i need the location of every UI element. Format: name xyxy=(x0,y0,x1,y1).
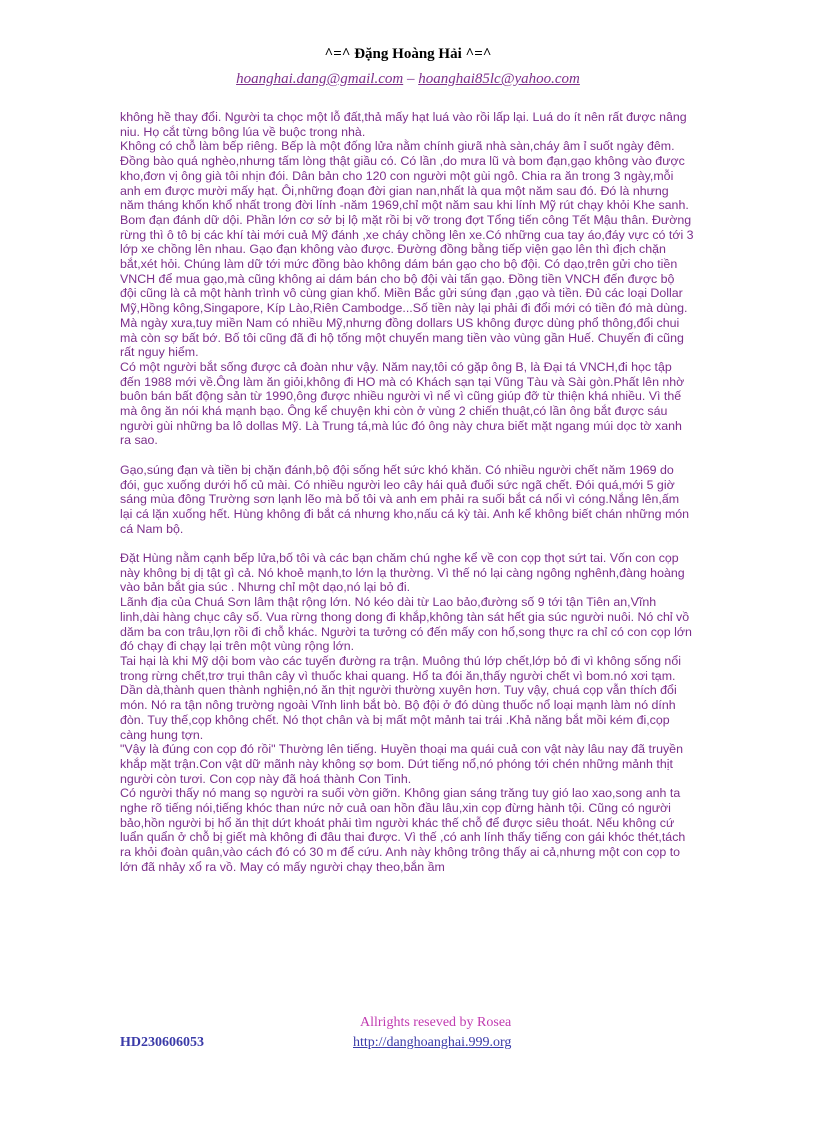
paragraph: Gạo,súng đạn và tiền bị chặn đánh,bộ đội sống hết sức khó khăn. Có nhiều người chết năm 1969 do đói, gục xuống dưới hố củ mài. Có nhiều người leo cây hái quả đuối sức ngã chết. Đói quá,mới 5 giờ sáng mùa đông Trường sơn lạnh lẽo mà bố tôi và anh em phải ra suối bắt cá nổi vì cóng.Nắng lên,ấm lại cá lặn xuống hết. Hùng không đi bắt cá nhưng kho,nấu cá kỳ tài. Anh kể không biết chán những món cá Nam bộ. xyxy=(120,462,690,536)
paragraph: Lãnh địa của Chuá Sơn lâm thật rộng lớn. Nó kéo dài từ Lao bảo,đường số 9 tới tận Tiên an,Vĩnh linh,dài hàng chục cây số. Vua rừng thong dong đi khắp,không tàn sát hết gia súc người nuôi. Nó chỉ vồ dăm ba con trâu,lợn rồi đi chỗ khác. Người ta tưởng có đến mấy con hổ,song thực ra chỉ có con cọp lớn đó chạy đi chạy lại trên một vùng rộng lớn. xyxy=(120,595,692,654)
contact-emails xyxy=(0,71,816,88)
body-text xyxy=(120,110,694,875)
paragraph: Đặt Hùng nằm cạnh bếp lửa,bố tôi và các bạn chăm chú nghe kể về con cọp thọt sứt tai. Vốn con cọp này không bị dị tật gì cả. Nó khoẻ mạnh,to lớn lạ thường. Vì thế nó lại càng ngông nghênh,đàng hoàng vào bản bắt gia súc . Nhưng chỉ một dạo,nó lại bỏ đi. xyxy=(120,551,685,595)
rights-notice: Allrights reseved by Rosea xyxy=(360,1015,512,1030)
email-separator: – xyxy=(403,71,419,87)
document-title: ^=^ Đặng Hoàng Hải ^=^ xyxy=(324,46,492,62)
paragraph: Tai hại là khi Mỹ dội bom vào các tuyến đường ra trận. Muông thú lớp chết,lớp bỏ đi vì không sống nổi trong rừng chết,trơ trụi thân cây vì thuốc khai quang. Hổ ta đói ăn,thấy người chết vì bom.nó xơi tạm. Dần dà,thành quen thành nghiện,nó ăn thịt người thường xuyên hơn. Tuy vậy, chuá cọp vẫn thích đổi món. Nó ra tận nông trường ngoài Vĩnh linh bắt bò. Bộ đội ở đó dùng thuốc nổ loại mạnh làm nó dính đòn. Tuy thế,cọp không chết. Nó thọt chân và bị mất một mảnh tai trái .Khả năng bắt mồi kém đi,cọp càng hung tợn. xyxy=(120,653,681,742)
paragraph: Có người thấy nó mang sọ người ra suối vờn giỡn. Không gian sáng trăng tuy gió lao xao,song anh ta nghe rõ tiếng nói,tiếng khóc than nức nở cuả oan hồn đầu lâu,xin cọp đừng hành tội. Cũng có người bảo,hồn người bị hổ ăn thịt dứt khoát phải tìm người khác thế chỗ để được siêu thoát. Nếu không cứ luẩn quẩn ở chỗ bị giết mà không đi đâu thai được. Vì thế ,có anh lính thấy tiếng con gái khóc thét,tách ra khỏi đoàn quân,vào cách đó có 30 m để cứu. Anh này không trông thấy ai cả,nhưng một con cọp to lớn đã nhảy xổ ra vồ. May có mấy người chạy theo,bắn ầm xyxy=(120,786,686,874)
email-link-yahoo[interactable]: hoanghai85lc@yahoo.com xyxy=(418,71,580,87)
document-code: HD230606053 xyxy=(120,1035,204,1050)
paragraph: Không có chỗ làm bếp riêng. Bếp là một đống lửa nằm chính giưã nhà sàn,cháy âm ỉ suốt ngày đêm. xyxy=(120,139,675,154)
paragraph: không hề thay đổi. Người ta chọc một lỗ đất,thả mấy hạt luá vào rồi lấp lại. Luá do ít nên rất được nâng niu. Họ cắt từng bông lúa về buộc trong nhà. xyxy=(120,110,687,139)
paragraph: Đồng bào quá nghèo,nhưng tấm lòng thật giầu có. Có lần ,do mưa lũ và bom đạn,gạo không vào được kho,đơn vị ông già tôi nhịn đói. Dân bản cho 120 con người một gùi ngô. Chia ra ăn trong 3 ngày,mỗi anh em được mười mấy hạt. Ôi,những đoạn đời gian nan,nhất là qua một năm sau đó. Đó là nhưng năm tháng khốn khổ nhất trong đời lính -năm 1969,chỉ một năm sau khi lính Mỹ rút chạy khỏi Khe sanh. Bom đạn đánh dữ dội. Phần lớn cơ sở bị lộ mặt rồi bị vỡ trong đợt Tổng tiến công Tết Mậu thân. Đường rừng thì ô tô bị các khí tài mới cuả Mỹ đánh ,xe cháy chồng lên xe.Có những cua tay áo,đáy vực có tới 3 lớp xe chồng lên nhau. Gạo đạn không vào được. Đường đồng bằng tiếp viện gạo lên thì địch chặn bắt,xét hỏi. Chúng làm dữ tới mức đồng bào không dám bán gạo cho bộ đội. Có dạo,trên gửi cho tiền VNCH để mua gạo,mà cũng không ai dám bán cho bộ đội vài tấn gạo. Đồng tiền VNCH đến được bộ đội cũng là cả một hành trình vô cùng gian khổ. Miền Bắc gửi súng đạn ,gạo và tiền. Đủ các loại Dollar Mỹ,Hồng kông,Singapore, Kíp Lào,Riên Cambodge...Số tiền này lại phải đi đổi mới có tiền đó mà dùng. Mà ngày xưa,tuy miền Nam có nhiều Mỹ,nhưng đồng dollars US không được dùng phổ thông,đổi chui mà còn sợ bất bớ. Bố tôi cũng đã đi hộ tống một chuyến mang tiền vào vùng gần Huế. Chuyến đi cũng rất nguy hiểm. xyxy=(120,154,694,360)
paragraph: "Vậy là đúng con cọp đó rồi" Thường lên tiếng. Huyền thoại ma quái cuả con vật này lâu nay đã truyền khắp mặt trận.Con vật dữ mãnh này không sợ bom. Dứt tiếng nổ,nó phóng tới chén những mảnh thịt người còn tươi. Con cọp này đã hoá thành Con Tinh. xyxy=(120,742,683,786)
website-link[interactable]: http://danghoanghai.999.org xyxy=(353,1035,512,1050)
paragraph: Có một người bắt sống được cả đoàn như vậy. Năm nay,tôi có gặp ông B, là Đại tá VNCH,đi học tập đến 1988 mới về.Ông làm ăn giỏi,không đi HO mà có Khách sạn tại Vũng Tàu và Sài gòn.Phất lên nhờ buôn bán bất động sản từ 1990,ông được nhiều người vì nể vì cũng giúp đỡ từ thiện khá nhiều. Vì thế mà ông ăn nói khá mạnh bạo. Ông kể chuyện khi còn ở vùng 2 chiến thuật,có lần ông bắt được sáu người gùi những ba lô dollas Mỹ. Là Trung tá,mà lúc đó ông này chưa biết mặt ngang múi dọc tờ xanh ra sao. xyxy=(120,359,685,448)
email-link-gmail[interactable]: hoanghai.dang@gmail.com xyxy=(236,71,404,87)
